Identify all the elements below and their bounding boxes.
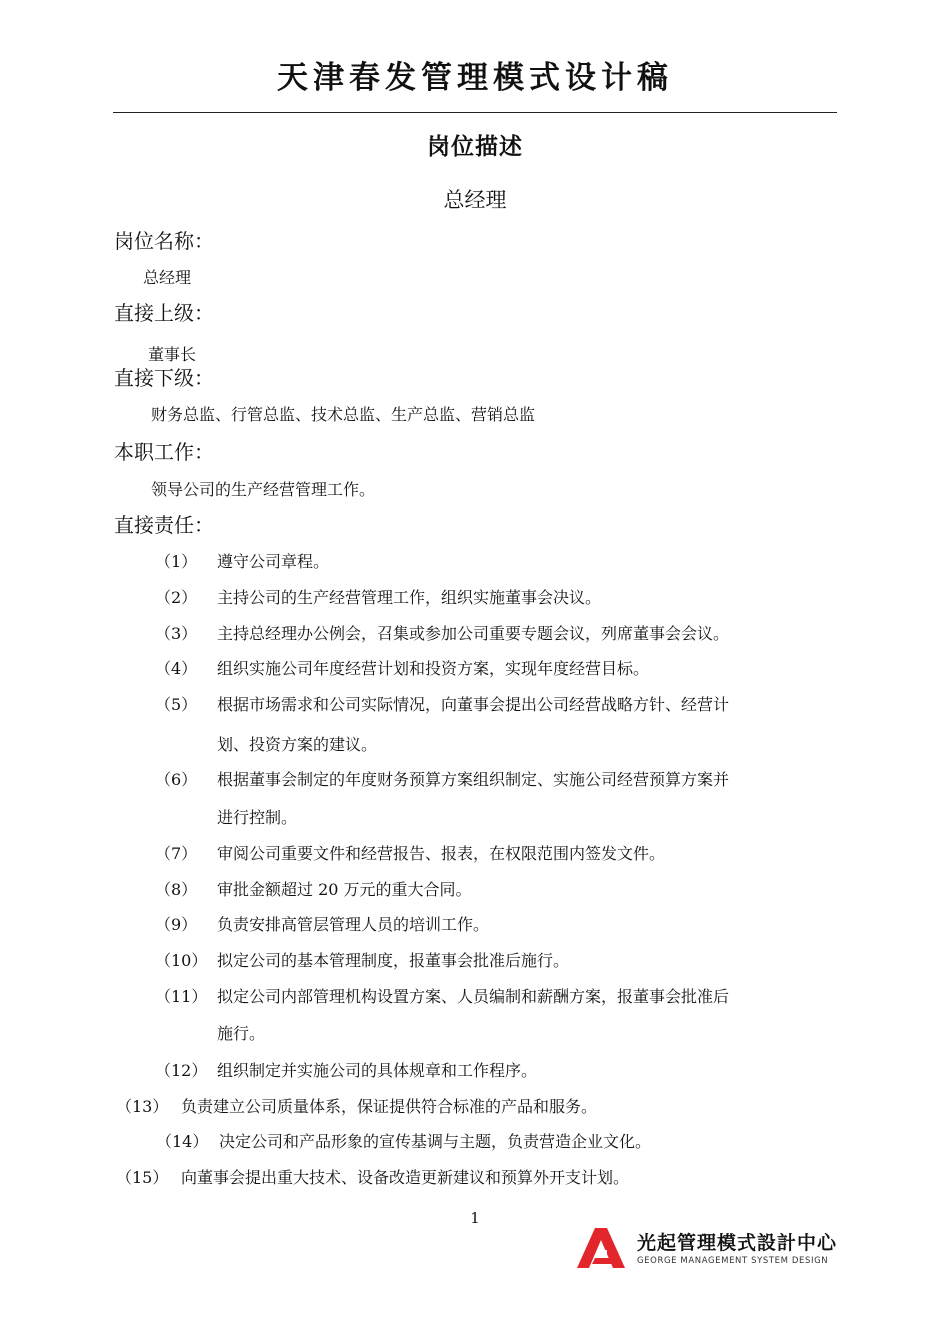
resp-number-15: （15）	[116, 1168, 169, 1187]
resp-number-11: （11）	[155, 987, 208, 1006]
header-divider	[113, 112, 837, 113]
job-title: 总经理	[443, 188, 507, 212]
resp-text-10: 拟定公司的基本管理制度，报董事会批准后施行。	[217, 951, 570, 970]
page-number: 1	[470, 1209, 480, 1227]
resp-number-14: （14）	[156, 1132, 209, 1151]
resp-text-2: 主持公司的生产经营管理工作，组织实施董事会决议。	[217, 588, 602, 607]
resp-number-10: （10）	[155, 951, 208, 970]
resp-text-12: 组织制定并实施公司的具体规章和工作程序。	[217, 1061, 538, 1080]
resp-number-5: （5）	[155, 695, 198, 714]
resp-text-9: 负责安排高管层管理人员的培训工作。	[217, 915, 490, 934]
main-work-label: 本职工作：	[114, 440, 214, 464]
resp-text-6-line-1: 根据董事会制定的年度财务预算方案组织制定、实施公司经营预算方案并	[217, 770, 730, 789]
direct-superior-value: 董事长	[148, 345, 197, 364]
logo-a-mark-icon	[575, 1226, 627, 1270]
main-work-value: 领导公司的生产经营管理工作。	[151, 480, 376, 499]
position-name-label: 岗位名称：	[114, 229, 214, 253]
resp-text-11-line-1: 拟定公司内部管理机构设置方案、人员编制和薪酬方案，报董事会批准后	[217, 987, 730, 1006]
responsibilities-label: 直接责任：	[114, 513, 214, 537]
document-title: 天津春发管理模式设计稿	[277, 60, 673, 96]
resp-number-2: （2）	[155, 588, 198, 607]
company-logo	[575, 1226, 840, 1270]
resp-number-8: （8）	[155, 880, 198, 899]
resp-number-12: （12）	[155, 1061, 208, 1080]
resp-text-5-line-1: 根据市场需求和公司实际情况，向董事会提出公司经营战略方针、经营计	[217, 695, 730, 714]
section-title: 岗位描述	[427, 134, 523, 160]
direct-subordinates-value: 财务总监、行管总监、技术总监、生产总监、营销总监	[151, 405, 536, 424]
resp-number-13: （13）	[116, 1097, 169, 1116]
resp-number-7: （7）	[155, 844, 198, 863]
resp-text-11-line-2: 施行。	[217, 1024, 266, 1043]
resp-text-5-line-2: 划、投资方案的建议。	[217, 735, 378, 754]
resp-text-1: 遵守公司章程。	[217, 552, 330, 571]
logo-english-text: GEORGE MANAGEMENT SYSTEM DESIGN	[637, 1256, 829, 1266]
resp-text-13: 负责建立公司质量体系，保证提供符合标准的产品和服务。	[181, 1097, 598, 1116]
direct-superior-label: 直接上级：	[114, 301, 214, 325]
resp-number-1: （1）	[155, 552, 198, 571]
resp-number-9: （9）	[155, 915, 198, 934]
resp-number-6: （6）	[155, 770, 198, 789]
position-name-value: 总经理	[143, 268, 192, 287]
direct-subordinates-label: 直接下级：	[114, 366, 214, 390]
resp-text-4: 组织实施公司年度经营计划和投资方案，实现年度经营目标。	[217, 659, 650, 678]
resp-text-3: 主持总经理办公例会，召集或参加公司重要专题会议，列席董事会会议。	[217, 624, 730, 643]
logo-chinese-text: 光起管理模式設計中心	[637, 1232, 838, 1254]
resp-text-8: 审批金额超过 20 万元的重大合同。	[217, 880, 472, 899]
resp-text-6-line-2: 进行控制。	[217, 808, 298, 827]
resp-text-7: 审阅公司重要文件和经营报告、报表，在权限范围内签发文件。	[217, 844, 666, 863]
resp-text-15: 向董事会提出重大技术、设备改造更新建议和预算外开支计划。	[181, 1168, 630, 1187]
resp-text-14: 决定公司和产品形象的宣传基调与主题，负责营造企业文化。	[219, 1132, 652, 1151]
resp-number-4: （4）	[155, 659, 198, 678]
resp-number-3: （3）	[155, 624, 198, 643]
